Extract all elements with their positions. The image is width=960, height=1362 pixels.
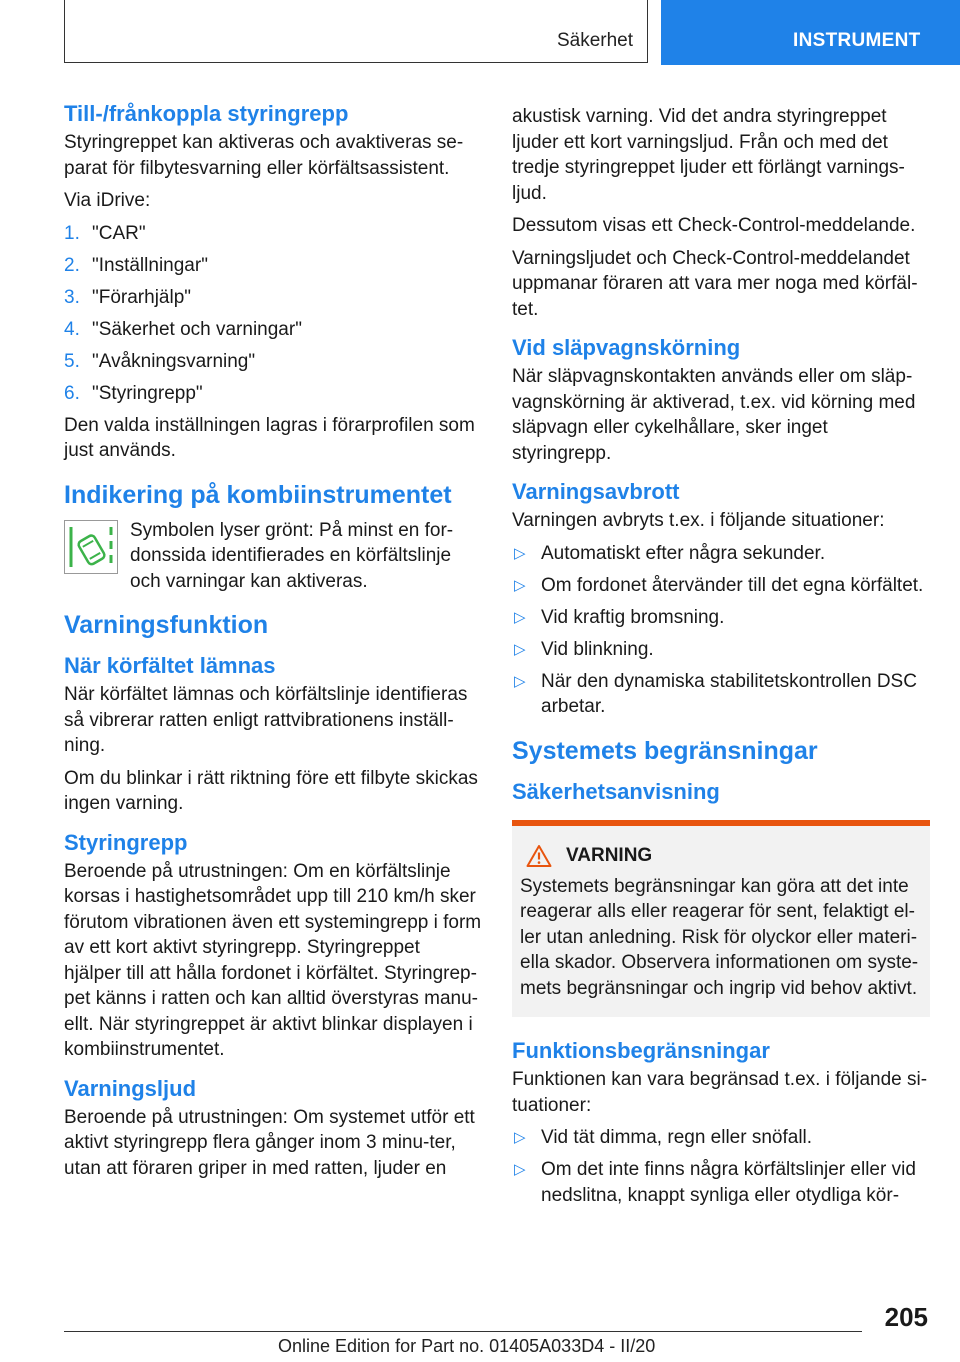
header-section-title: Säkerhet: [556, 30, 633, 51]
heading-leaving-lane: När körfältet lämnas: [64, 653, 276, 678]
paragraph-check-control: Dessutom visas ett Check-Control-meddelande.: [512, 215, 916, 236]
triangle-bullet-icon: ▷: [514, 1161, 526, 1178]
triangle-bullet-icon: ▷: [514, 672, 526, 690]
paragraph-abort: Varningen avbryts t.ex. i följande situationer:: [512, 510, 885, 531]
list-item: [64, 381, 482, 407]
list-item-text: Vid tät dimma, regn eller snöfall.: [541, 1127, 813, 1148]
right-column: [512, 104, 930, 1215]
paragraph-symbol: Symbolen lyser grönt: På minst en for-donssida identifierades en körfältslinje och varningar kan aktiveras.: [130, 519, 454, 592]
left-column: [64, 100, 482, 1188]
list-item-text: Vid kraftig bromsning.: [541, 606, 725, 628]
triangle-bullet-icon: ▷: [514, 544, 526, 562]
abort-list: [512, 541, 930, 720]
paragraph-toggle: Styringreppet kan aktiveras och avaktiveras se-parat för filbytesvarning eller körfältsassistent.: [64, 132, 464, 179]
warning-title: [520, 844, 922, 868]
heading-toggle: Till-/frånkoppla styringrepp: [64, 101, 349, 126]
function-limits-list: [512, 1125, 930, 1208]
paragraph-steering: Beroende på utrustningen: Om en körfältslinje korsas i hastighetsområdet upp till 210 km/h sker förutom vibrationen även ett systemingrepp i form av ett kort aktivt styringrepp. Styringreppet hjälper till att hålla fordonet i körfältet. Styringrep-pet känns i ratten och kan alltid överstyras manu-ellt. När styringreppet är aktivt blinkar displayen i kombiinstrumentet.: [64, 860, 482, 1060]
symbol-description: [64, 518, 482, 595]
list-item: [512, 605, 930, 631]
page-header: [0, 0, 960, 66]
step-text: "Styringrepp": [92, 382, 203, 404]
paragraph-leaving-2: Om du blinkar i rätt riktning före ett filbyte skickas ingen varning.: [64, 767, 478, 814]
list-item: [64, 253, 482, 279]
paragraph-leaving-1: När körfältet lämnas och körfältslinje identifieras så vibrerar ratten enligt rattvibrationens inställ-ning.: [64, 684, 468, 756]
heading-steering: Styringrepp: [64, 829, 188, 855]
heading-safety-note: Säkerhetsanvisning: [512, 778, 720, 804]
list-item-text: När den dynamiska stabilitetskontrollen DSC arbetar.: [541, 670, 917, 717]
heading-function-limits: Funktionsbegränsningar: [512, 1038, 770, 1063]
warning-text: Systemets begränsningar kan göra att det inte reagerar alls eller reagerar för sent, felaktigt el-ler utan anledning. Risk för olyckor eller materi-ella skador. Observera informationen om syste-mets begränsningar och ingrip vid behov aktivt.: [520, 875, 919, 999]
paragraph-check-control-2: Varningsljudet och Check-Control-meddelandet uppmanar föraren att vara mer noga med körfäl-tet.: [512, 247, 918, 320]
step-number: 6.: [64, 382, 80, 404]
list-item: [512, 573, 930, 599]
list-item: [64, 317, 482, 343]
paragraph-via-idrive: Via iDrive:: [64, 190, 151, 211]
step-text: "Avåkningsvarning": [92, 350, 256, 372]
warning-box: [512, 820, 930, 1018]
lane-departure-icon: [64, 520, 118, 574]
paragraph-function-limits: Funktionen kan vara begränsad t.ex. i följande si-tuationer:: [512, 1069, 928, 1116]
list-item: [64, 285, 482, 311]
list-item: [64, 349, 482, 375]
heading-warning-sound: Varningsljud: [64, 1075, 197, 1101]
heading-system-limits: Systemets begränsningar: [512, 736, 818, 765]
warning-title-text: VARNING: [566, 844, 653, 866]
list-item: [512, 637, 930, 663]
list-item-text: Om fordonet återvänder till det egna körfältet.: [541, 574, 924, 596]
triangle-bullet-icon: ▷: [514, 640, 526, 658]
paragraph-continued: akustisk varning. Vid det andra styringreppet ljuder ett kort varningsljud. Från och med det tredje styringreppet ljuder ett förlängt varnings-ljud.: [512, 106, 905, 204]
footer-edition: Online Edition for Part no. 01405A033D4 - II/20: [278, 1336, 656, 1356]
triangle-bullet-icon: ▷: [514, 1129, 526, 1146]
list-item-text: Om det inte finns några körfältslinjer eller vid nedslitna, knappt synliga eller otydliga kör-: [541, 1159, 916, 1206]
list-item: [512, 1157, 930, 1208]
list-item-text: Automatiskt efter några sekunder.: [541, 542, 826, 564]
paragraph-warning-sound: Beroende på utrustningen: Om systemet utför ett aktivt styringrepp flera gånger inom 3 minu-ter, utan att föraren griper in med ratten, ljuder en: [64, 1106, 475, 1179]
step-text: "Inställningar": [92, 254, 208, 276]
step-number: 5.: [64, 350, 80, 372]
step-number: 2.: [64, 254, 80, 276]
heading-indication: Indikering på kombiinstrumentet: [64, 480, 452, 509]
list-item-text: Vid blinkning.: [541, 638, 654, 660]
idrive-steps-list: [64, 221, 482, 407]
step-text: "CAR": [92, 222, 146, 244]
paragraph-saved: Den valda inställningen lagras i förarprofilen som just används.: [64, 414, 475, 461]
triangle-bullet-icon: ▷: [514, 576, 526, 594]
triangle-bullet-icon: ▷: [514, 608, 526, 626]
step-text: "Förarhjälp": [92, 286, 192, 308]
list-item: [512, 541, 930, 567]
step-text: "Säkerhet och varningar": [92, 318, 302, 340]
step-number: 4.: [64, 318, 80, 340]
list-item: [512, 669, 930, 720]
page-number: 205: [884, 1302, 928, 1332]
step-number: 1.: [64, 222, 80, 244]
heading-trailer: Vid släpvagnskörning: [512, 335, 741, 360]
footer-divider: [64, 1331, 862, 1332]
heading-abort: Varningsavbrott: [512, 479, 680, 504]
list-item: [512, 1125, 930, 1151]
header-chapter-tab[interactable]: INSTRUMENT: [661, 0, 960, 65]
list-item: [64, 221, 482, 247]
warning-triangle-icon: [526, 844, 552, 868]
heading-warning-function: Varningsfunktion: [64, 611, 269, 639]
paragraph-trailer: När släpvagnskontakten används eller om släp-vagnskörning är aktiverad, t.ex. vid körning med släpvagn eller cykelhållare, sker inget styringrepp.: [512, 366, 916, 464]
step-number: 3.: [64, 286, 80, 308]
header-section-box: [64, 0, 648, 63]
